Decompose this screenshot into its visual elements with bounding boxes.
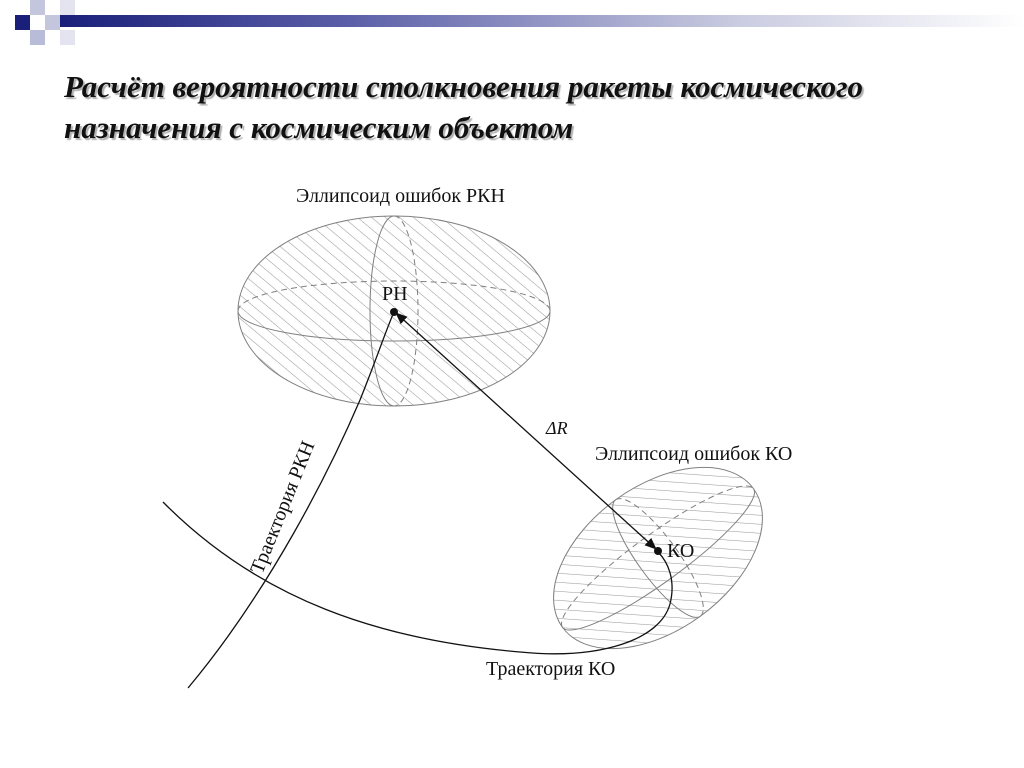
delta-symbol: Δ [546,418,557,438]
delta-r-label [545,418,568,438]
ellipsoid-rkn-label: Эллипсоид ошибок РКН [296,185,505,207]
point-ko-marker [654,547,662,555]
point-rn-marker [390,308,398,316]
trajectory-rkn-label: Траектория РКН [246,437,320,577]
delta-variable: R [556,418,568,438]
trajectory-ko-label: Траектория КО [486,658,616,680]
ellipsoid-ko-label: Эллипсоид ошибок КО [595,443,793,465]
ellipsoid-ko [520,430,796,685]
point-rn-label: РН [382,283,408,305]
slide-title: Расчёт вероятности столкновения ракеты космического назначения с космическим объектом [64,69,864,145]
point-ko-label: КО [667,540,695,562]
